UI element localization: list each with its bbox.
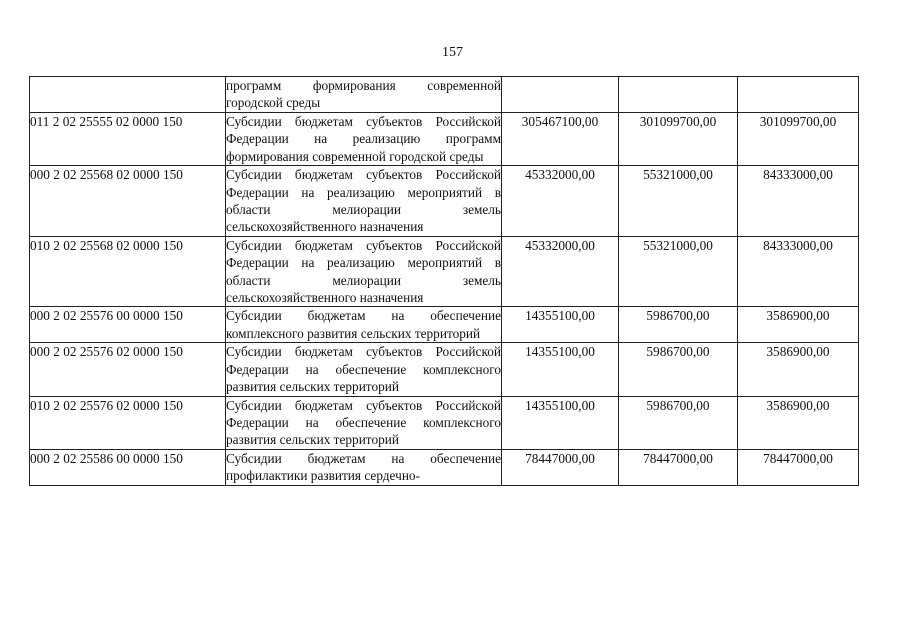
table-row bbox=[30, 77, 859, 113]
budget-code-cell: 000 2 02 25586 00 0000 150 bbox=[30, 449, 226, 485]
budget-code-cell bbox=[30, 77, 226, 113]
budget-revenue-table bbox=[29, 76, 859, 486]
budget-code-cell: 000 2 02 25576 00 0000 150 bbox=[30, 307, 226, 343]
revenue-name-cell bbox=[226, 396, 502, 449]
amount-year1-cell bbox=[502, 77, 619, 113]
table-row bbox=[30, 113, 859, 166]
amount-year2-cell: 55321000,00 bbox=[619, 236, 738, 307]
budget-code-cell: 000 2 02 25568 02 0000 150 bbox=[30, 166, 226, 237]
budget-code-cell: 011 2 02 25555 02 0000 150 bbox=[30, 113, 226, 166]
table-row bbox=[30, 396, 859, 449]
amount-year1-cell: 14355100,00 bbox=[502, 343, 619, 396]
table-row bbox=[30, 236, 859, 307]
revenue-name-text: программ формирования современной городской среды bbox=[226, 78, 501, 111]
revenue-name-text: Субсидии бюджетам на обеспечение комплексного развития сельских территорий bbox=[226, 308, 501, 341]
table-row bbox=[30, 449, 859, 485]
amount-year1-cell: 14355100,00 bbox=[502, 396, 619, 449]
revenue-name-cell bbox=[226, 166, 502, 237]
amount-year1-cell: 14355100,00 bbox=[502, 307, 619, 343]
amount-year3-cell bbox=[738, 77, 859, 113]
amount-year3-cell: 84333000,00 bbox=[738, 166, 859, 237]
table-row bbox=[30, 166, 859, 237]
amount-year2-cell: 5986700,00 bbox=[619, 343, 738, 396]
amount-year2-cell bbox=[619, 77, 738, 113]
table-row bbox=[30, 307, 859, 343]
revenue-name-cell bbox=[226, 77, 502, 113]
amount-year1-cell: 45332000,00 bbox=[502, 236, 619, 307]
budget-code-cell: 010 2 02 25576 02 0000 150 bbox=[30, 396, 226, 449]
amount-year1-cell: 45332000,00 bbox=[502, 166, 619, 237]
amount-year3-cell: 3586900,00 bbox=[738, 343, 859, 396]
revenue-name-text: Субсидии бюджетам на обеспечение профилактики развития сердечно- bbox=[226, 450, 501, 484]
table-row bbox=[30, 343, 859, 396]
revenue-name-cell bbox=[226, 307, 502, 343]
budget-code-cell: 000 2 02 25576 02 0000 150 bbox=[30, 343, 226, 396]
amount-year3-cell: 3586900,00 bbox=[738, 396, 859, 449]
amount-year2-cell: 5986700,00 bbox=[619, 307, 738, 343]
revenue-name-cell bbox=[226, 343, 502, 396]
revenue-name-text: Субсидии бюджетам субъектов Российской Федерации на реализацию мероприятий в области мелиорации земель сельскохозяйственного назначения bbox=[226, 167, 501, 235]
amount-year1-cell: 78447000,00 bbox=[502, 449, 619, 485]
revenue-name-text: Субсидии бюджетам субъектов Российской Федерации на обеспечение комплексного развития сельских территорий bbox=[226, 344, 501, 395]
amount-year3-cell: 3586900,00 bbox=[738, 307, 859, 343]
amount-year3-cell: 78447000,00 bbox=[738, 449, 859, 485]
page-number: 157 bbox=[442, 45, 463, 60]
amount-year2-cell: 5986700,00 bbox=[619, 396, 738, 449]
amount-year2-cell: 78447000,00 bbox=[619, 449, 738, 485]
revenue-name-cell bbox=[226, 113, 502, 166]
amount-year3-cell: 84333000,00 bbox=[738, 236, 859, 307]
revenue-name-text: Субсидии бюджетам субъектов Российской Федерации на обеспечение комплексного развития сельских территорий bbox=[226, 397, 501, 448]
revenue-name-text: Субсидии бюджетам субъектов Российской Федерации на реализацию мероприятий в области мелиорации земель сельскохозяйственного назначения bbox=[226, 237, 501, 306]
amount-year2-cell: 55321000,00 bbox=[619, 166, 738, 237]
revenue-name-text: Субсидии бюджетам субъектов Российской Федерации на реализацию программ формирования современной городской среды bbox=[226, 114, 501, 164]
budget-code-cell: 010 2 02 25568 02 0000 150 bbox=[30, 236, 226, 307]
revenue-name-cell bbox=[226, 236, 502, 307]
revenue-name-cell bbox=[226, 449, 502, 485]
amount-year3-cell: 301099700,00 bbox=[738, 113, 859, 166]
amount-year1-cell: 305467100,00 bbox=[502, 113, 619, 166]
amount-year2-cell: 301099700,00 bbox=[619, 113, 738, 166]
